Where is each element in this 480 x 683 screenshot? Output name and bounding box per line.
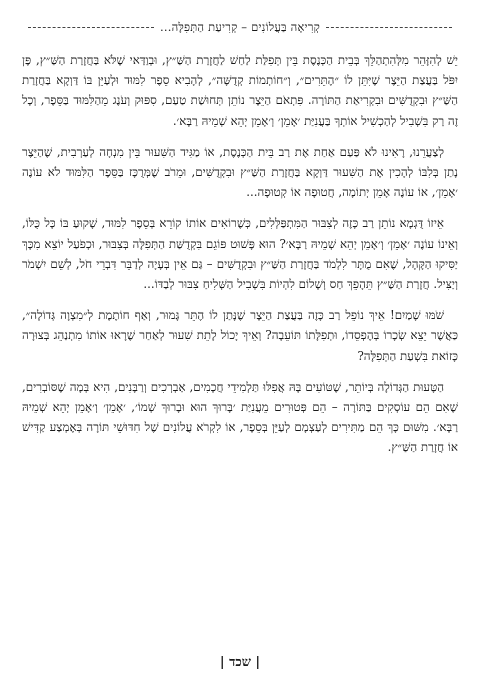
header-rule-right	[326, 27, 452, 28]
page-number: | שכד |	[219, 655, 261, 670]
page	[22, 14, 458, 669]
header-rule-left	[28, 27, 154, 28]
running-title: קְרִיאָה בַּעֲלוֹנִים – קְרִיעַת הַתְּפִלָּה...	[160, 20, 320, 34]
paragraph-4: שֹׁמּוּ שָׁמַיִם! אֵיךְ נוֹפֵל רַב כָּזֶה בַּעֲצַת הַיֵּצֶר שֶׁנָּתַן לוֹ הֶתֵּר גָּמוּר, וְאַף חוֹתֶמֶת לְ״מִצְוָה גְּדוֹלָה״, כַּאֲשֶׁר יֵצֵא שְׂכָרוֹ בְּהֶפְסֵדוֹ, וּתְפִלָּתוֹ תּוֹעֵבָה? וְאֵיךְ יָכוֹל לָתֵת שִׁעוּר לְאַחַר שֶׁרָאוּ אוֹתוֹ מִתְנַהֵג בְּצוּרָה כָּזוֹאת בִּשְׁעַת הַתְּפִלָּה?	[22, 308, 458, 363]
paragraph-2: לְצַעֲרֵנוּ, רָאִינוּ לֹא פַּעַם אַחַת אֶת רַב בֵּית הַכְּנֶסֶת, אוֹ מַגִּיד הַשִּׁעוּר בֵּין מִנְחָה לְעַרְבִית, שֶׁהַיֵּצֶר נָתַן בְּלִבּוֹ לְהָכִין אֶת הַשִּׁעוּר דַּוְקָא בַּחֲזָרַת הַשַּׁ״ץ וּבִקְדֻשִּׁים, וּמֵרֹב שֶׁמְּרֻכָּז בַּסֵּפֶר הַלִּמּוּד לֹא עוֹנֶה ׳אָמֵן׳, אוֹ עוֹנֶה אָמֵן יְתוֹמָה, חֲטוּפָה אוֹ קְטוּפָה...	[22, 144, 458, 200]
paragraph-3: אֵיזוֹ דֻּגְמָא נוֹתֵן רַב כָּזֶה לְצִבּוּר הַמִּתְפַּלְּלִים, כְּשֶׁרוֹאִים אוֹתוֹ קוֹרֵא בְּסֵפֶר לִמּוּד, שָׁקוּעַ בּוֹ כָּל כֻּלּוֹ, וְאֵינוֹ עוֹנֶה ׳אָמֵן׳ וְ׳אָמֵן יְהֵא שְׁמֵיהּ רַבָּא׳? הוּא פָּשׁוּט פּוֹגֵם בִּקְדֻשַּׁת הַתְּפִלָּה בְּצִבּוּר, וּכְפֹעַל יוֹצֵא מִכָּךְ יַסִּיקוּ הַקָּהָל, שֶׁאִם מֻתָּר לִלְמֹד בַּחֲזָרַת הַשַּׁ״ץ וּבִקְדֻשִּׁים – גַּם אֵין בְּעָיָה לְדַבֵּר דִּבְרֵי חֹל, לְשֵׁם יִשְׁמֹר וְיַצִּיל. חֲזָרַת הַשַּׁ״ץ תֵּהָפֵךְ חַס וְשָׁלוֹם לִהְיוֹת בִּשְׁבִיל הַשְּׁלִיחַ צִבּוּר לְבַדּוֹ...	[22, 216, 458, 292]
paragraph-5: הַטָּעוּת הַגְּדוֹלָה בְּיוֹתֵר, שֶׁטּוֹעִים בָּהּ אֲפִלּוּ תַּלְמִידֵי חֲכָמִים, אַבְרְכִים וְרַבָּנִים, הִיא בְּמָה שֶׁסּוֹבְרִים, שֶׁאִם הֵם עוֹסְקִים בַּתּוֹרָה – הֵם פְּטוּרִים מֵעֲנִיַּת ׳בָּרוּךְ הוּא וּבָרוּךְ שְׁמוֹ׳, ׳אָמֵן׳ וְ׳אָמֵן יְהֵא שְׁמֵיהּ רַבָּא׳. מִשּׁוּם כָּךְ הֵם מַתִּירִים לְעַצְמָם לְעַיֵּן בְּסֵפֶר, אוֹ לִקְרֹא עֲלוֹנִים שֶׁל חִדּוּשֵׁי תּוֹרָה בְּאֶמְצַע קַדִּישׁ אוֹ חֲזָרַת הַשַּׁ״ץ.	[22, 379, 458, 455]
body-text	[22, 50, 458, 458]
running-header	[22, 14, 458, 40]
paragraph-1: יֵשׁ לְהִזָּהֵר מִלְּהִתְהַלֵּךְ בְּבֵית הַכְּנֶסֶת בֵּין תְּפִלַּת לַחַשׁ לַחֲזָרַת הַשַּׁ״ץ, וּבְוַדַּאי שֶׁלֹּא בַּחֲזָרַת הַשַּׁ״ץ, פֶּן יִפֹּל בַּעֲצַת הַיֵּצֶר שֶׁיִּתֵּן לוֹ ״הֶתֵּרִים״, וְ״חוֹתְמוֹת קְדֻשָּׁה״, לְהָבִיא סֵפֶר לִמּוּד וּלְעַיֵּן בּוֹ דַּוְקָא בַּחֲזָרַת הַשַּׁ״ץ וּבִקְדֻשִּׁים וּבִקְרִיאַת הַתּוֹרָה. פִּתְאֹם הַיֵּצֶר נוֹתֵן תְּחוּשַׁת טַעַם, סִפּוּק וְעֹנֶג מֵהַלִּמּוּד בַּסֵּפֶר, וְכָל זֶה רַק בִּשְׁבִיל לְהַכְשִׁיל אוֹתְךָ בַּעֲנִיַּת ׳אָמֵן׳ וְ׳אָמֵן יְהֵא שְׁמֵיהּ רַבָּא׳.	[22, 53, 458, 128]
